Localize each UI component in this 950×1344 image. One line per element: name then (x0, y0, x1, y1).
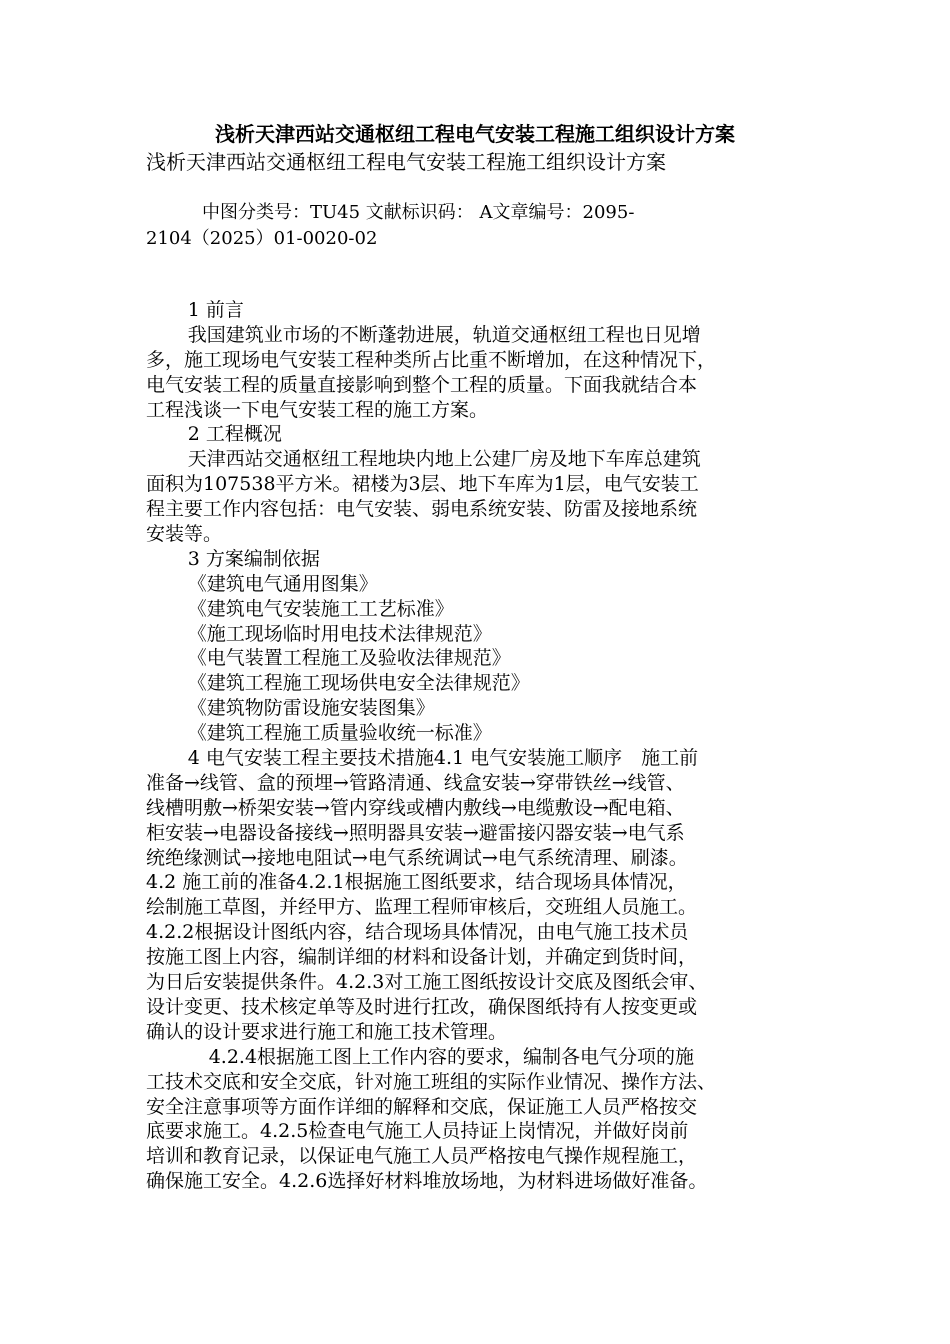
paragraph-line: 设计变更、技术核定单等及时进行扛改，确保图纸持有人按变更或 (146, 995, 698, 1018)
document-body (146, 298, 822, 1194)
paragraph-line: 多，施工现场电气安装工程种类所占比重不断增加，在这种情况下， (146, 348, 717, 371)
section-heading-preface: 1 前言 (187, 299, 244, 321)
paragraph-line: 绘制施工草图，并经甲方、监理工程师审核后，交班组人员施工。 (146, 896, 698, 919)
meta-line-1: 中图分类号：TU45 文献标识码： A文章编号：2095- (202, 202, 635, 223)
paragraph-line: 底要求施工。4.2.5检查电气施工人员持证上岗情况，并做好岗前 (146, 1120, 689, 1143)
paragraph-line: 确认的设计要求进行施工和施工技术管理。 (146, 1020, 508, 1043)
paragraph-line: 培训和教育记录，以保证电气施工人员严格按电气操作规程施工， (146, 1145, 698, 1168)
paragraph-line: 为日后安装提供条件。4.2.3对工施工图纸按设计交底及图纸会审、 (146, 971, 708, 994)
paragraph-line: 工技术交底和安全交底，针对施工班组的实际作业情况、操作方法、 (146, 1070, 717, 1093)
paragraph-line: 确保施工安全。4.2.6选择好材料堆放场地，为材料进场做好准备。 (146, 1170, 708, 1193)
paragraph-line: 面积为107538平方米。裙楼为3层、地下车库为1层，电气安装工 (146, 473, 699, 496)
paragraph-line: 按施工图上内容，编制详细的材料和设备计划，并确定到货时间， (146, 946, 698, 969)
reference-item: 《建筑电气通用图集》 (187, 572, 378, 595)
paragraph-line: 程主要工作内容包括：电气安装、弱电系统安装、防雷及接地系统 (146, 498, 698, 521)
paragraph-line: 安装等。 (146, 523, 223, 546)
paragraph-line: 工程浅谈一下电气安装工程的施工方案。 (146, 398, 489, 421)
reference-item: 《建筑物防雷设施安装图集》 (187, 697, 435, 720)
paragraph-line: 电气安装工程的质量直接影响到整个工程的质量。下面我就结合本 (146, 373, 698, 396)
paragraph-line: 统绝缘测试→接地电阻试→电气系统调试→电气系统清理、刷漆。 (146, 846, 688, 869)
paragraph-line: 天津西站交通枢纽工程地块内地上公建厂房及地下车库总建筑 (187, 448, 701, 471)
paragraph-line: 4.2.2根据设计图纸内容，结合现场具体情况，由电气施工技术员 (146, 921, 689, 944)
paragraph-line: 4 电气安装工程主要技术措施4.1 电气安装施工顺序 施工前 (187, 747, 699, 770)
document-title-bold: 浅析天津西站交通枢纽工程电气安装工程施工组织设计方案 (215, 122, 735, 146)
meta-line-2: 2104（2025）01-0020-02 (146, 228, 378, 249)
paragraph-line: 安全注意事项等方面作详细的解释和交底，保证施工人员严格按交 (146, 1095, 698, 1118)
section-heading-basis: 3 方案编制依据 (187, 547, 320, 570)
section-heading-overview: 2 工程概况 (187, 423, 282, 446)
classification-meta (146, 200, 826, 252)
reference-item: 《建筑工程施工质量验收统一标准》 (187, 722, 492, 745)
paragraph-line: 4.2.4根据施工图上工作内容的要求，编制各电气分项的施 (208, 1045, 695, 1068)
paragraph-line: 准备→线管、盒的预埋→管路清通、线盒安装→穿带铁丝→线管、 (146, 771, 685, 794)
reference-item: 《电气装置工程施工及验收法律规范》 (187, 647, 511, 670)
reference-item: 《建筑工程施工现场供电安全法律规范》 (187, 672, 530, 695)
document-title-plain: 浅析天津西站交通枢纽工程电气安装工程施工组织设计方案 (146, 150, 666, 174)
paragraph-line: 4.2 施工前的准备4.2.1根据施工图纸要求，结合现场具体情况， (146, 871, 687, 894)
reference-item: 《建筑电气安装施工工艺标准》 (187, 597, 454, 620)
paragraph-line: 线槽明敷→桥架安装→管内穿线或槽内敷线→电缆敷设→配电箱、 (146, 796, 685, 819)
paragraph-line: 我国建筑业市场的不断蓬勃进展，轨道交通枢纽工程也日见增 (187, 323, 701, 346)
paragraph-line: 柜安装→电器设备接线→照明器具安装→避雷接闪器安装→电气系 (146, 821, 685, 844)
reference-item: 《施工现场临时用电技术法律规范》 (187, 622, 492, 645)
